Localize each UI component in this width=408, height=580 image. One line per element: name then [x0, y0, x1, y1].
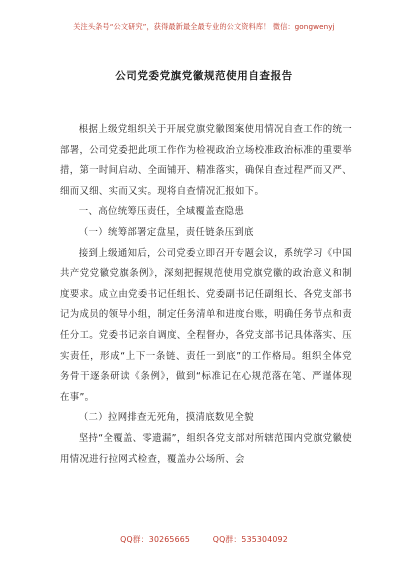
document-title: 公司党委党旗党徽规范使用自查报告	[115, 70, 293, 82]
body-paragraph-2: 坚持“全覆盖、零遗漏”，组织各党支部对所辖范围内党旗党徽使用情况进行拉网式检查，覆盖办公场所、会	[60, 432, 352, 465]
header-banner: 关注头条号“公文研究”，获得最新最全最专业的公文资料库！ 微信：gongwenyj	[73, 22, 335, 31]
subsection-heading-1: （一）统筹部署定盘星，责任链条压到底	[78, 226, 254, 238]
footer-qq-group-1: QQ群：30265665	[120, 535, 191, 544]
footer-qq-group-2: QQ群：535304092	[212, 535, 288, 544]
section-heading-1: 一、高位统筹压责任，全域覆盖查隐患	[78, 206, 245, 218]
body-paragraph-1: 接到上级通知后，公司党委立即召开专题会议，系统学习《中国共产党党徽党旗条例》，深刻把握规范使用党旗党徽的政治意义和制度要求。成立由党委书记任组长、党委副书记任副组长、各党支部书记为成员的领导小组，制定任务清单和进度台账，明确任务节点和责任分工。党委书记亲自调度、全程督办，各党支部书记具体落实、压实责任，形成“上下一条链、责任一到底”的工作格局。组织全体党务骨干逐条研读《条例》，做到“标准记在心规范落在笔、严谨体现在事”。	[60, 247, 352, 403]
document-body	[60, 120, 352, 470]
footer-banner	[0, 534, 408, 545]
intro-paragraph: 根据上级党组织关于开展党旗党徽图案使用情况自查工作的统一部署，公司党委把此项工作作为检视政治立场校准政治标准的重要举措，第一时间启动、全面铺开、精准落实，确保自查过程严而又严、细而又细、实而又实。现将自查情况汇报如下。	[60, 124, 352, 197]
subsection-heading-2: （二）拉网排查无死角，摸清底数见全貌	[78, 412, 254, 424]
